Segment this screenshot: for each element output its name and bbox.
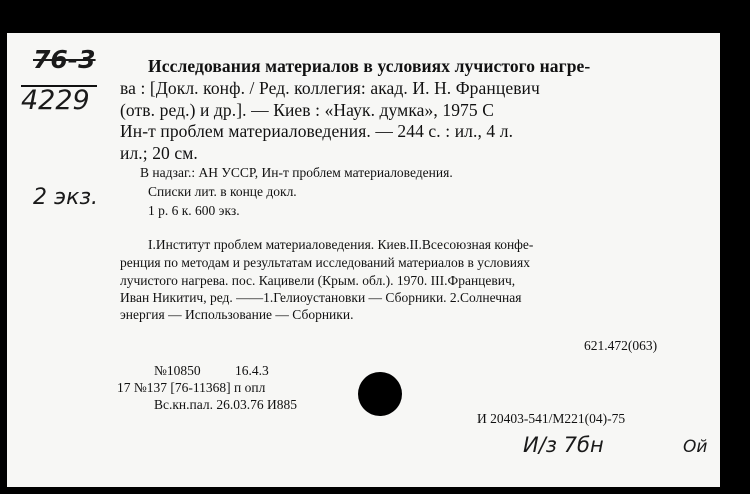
handwritten-shelfmark-bottom: 4229 xyxy=(21,85,90,116)
handwritten-mark: Ой xyxy=(683,437,708,457)
footer-line: Вс.кн.пал. 26.03.76 И885 xyxy=(154,397,297,412)
entry-line: ва : [Докл. конф. / Ред. коллегия: акад. И. Н. Францевич xyxy=(120,78,540,98)
footer-code: 16.4.3 xyxy=(235,363,269,378)
tracing-line: энергия — Использование — Сборники. xyxy=(120,307,354,322)
footer-line: 17 №137 [76-11368] п опл xyxy=(117,380,266,395)
shelfmark-divider xyxy=(21,85,97,87)
tracing-line: лучистого нагрева. пос. Кацивели (Крым. обл.). 1970. III.Францевич, xyxy=(120,273,516,288)
entry-title-line: Исследования материалов в условиях лучистого нагре- xyxy=(148,56,591,76)
handwritten-shelfmark-top: 76-3 xyxy=(33,45,96,74)
punch-hole xyxy=(358,372,402,416)
handwritten-signature: И/з 7бн xyxy=(523,433,604,457)
entry-note: В надзаг.: АН УССР, Ин-т проблем материаловедения. xyxy=(140,165,453,180)
entry-line: (отв. ред.) и др.]. — Киев : «Наук. думка», 1975 С xyxy=(120,100,494,120)
entry-line: ил.; 20 см. xyxy=(120,143,198,163)
catalog-card xyxy=(7,33,720,487)
tracing-line: I.Институт проблем материаловедения. Киев.II.Всесоюзная конфе- xyxy=(148,237,534,252)
entry-note: 1 р. 6 к. 600 экз. xyxy=(148,203,240,218)
udc-code: 621.472(063) xyxy=(584,338,658,353)
tracing-line: ренция по методам и результатам исследований материалов в условиях xyxy=(120,255,530,270)
footer-number: №10850 xyxy=(154,363,201,378)
tracing-line: Иван Никитич, ред. ——1.Гелиоустановки — Сборники. 2.Солнечная xyxy=(120,290,522,305)
entry-note: Списки лит. в конце докл. xyxy=(148,184,297,199)
handwritten-copies: 2 экз. xyxy=(33,185,99,210)
entry-line: Ин-т проблем материаловедения. — 244 с. : ил., 4 л. xyxy=(120,121,514,141)
footer-index: И 20403-541/М221(04)-75 xyxy=(477,411,626,426)
